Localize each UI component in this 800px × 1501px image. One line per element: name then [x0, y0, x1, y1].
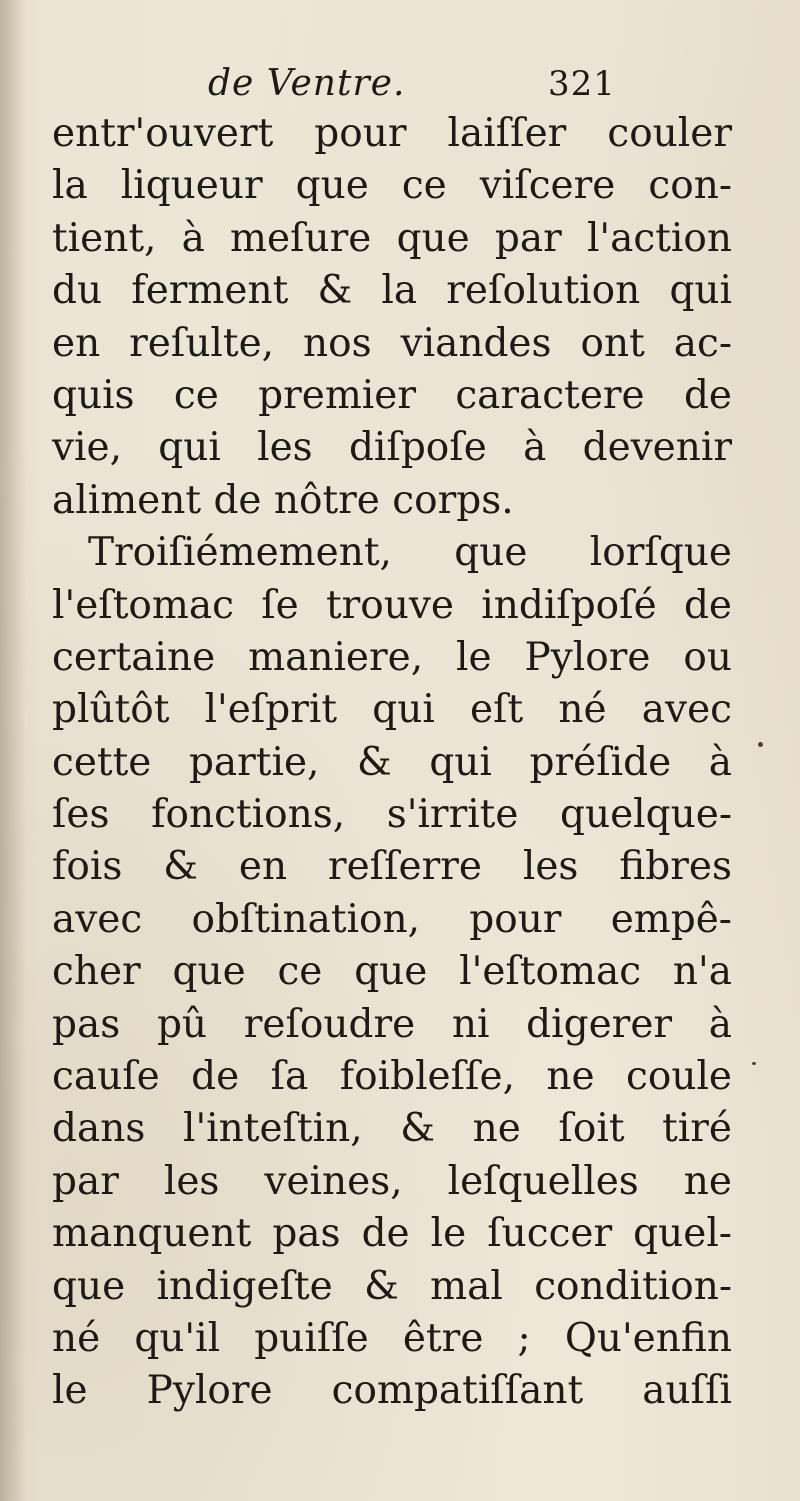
text-line: cher que ce que l'eſtomac n'a — [52, 949, 732, 995]
text-line: ſes fonctions, s'irrite quelque- — [52, 792, 732, 838]
text-line: avec obſtination, pour empê- — [52, 896, 732, 942]
text-line: né qu'il puiſſe être ; Qu'enfin — [52, 1315, 732, 1361]
text-line: aliment de nôtre corps. — [52, 477, 514, 523]
ink-speck — [752, 1062, 756, 1065]
text-line: entr'ouvert pour laiſſer couler — [52, 111, 732, 156]
text-line: en reſulte, nos viandes ont ac- — [52, 320, 732, 366]
text-line: le Pylore compatiſſant auſſi — [52, 1368, 732, 1414]
text-line: tient, à meſure que par l'action — [52, 215, 732, 261]
page-number: 321 — [548, 64, 616, 104]
text-line: que indigeſte & mal condition- — [52, 1263, 732, 1309]
text-line: plûtôt l'eſprit qui eſt né avec — [52, 687, 732, 733]
gutter-shadow — [0, 0, 26, 1501]
text-line: manquent pas de le ſuccer quel- — [52, 1211, 732, 1257]
text-line: fois & en reſſerre les fibres — [52, 844, 732, 890]
text-line: cette partie, & qui préſide à — [52, 739, 732, 785]
ink-speck — [758, 742, 763, 747]
text-line: du ferment & la reſolution qui — [52, 268, 732, 314]
paragraph-first-line: Troiſiémement, que lorſque — [88, 530, 732, 576]
running-title: de Ventre. — [208, 63, 406, 104]
text-line: quis ce premier caractere de — [52, 372, 732, 418]
text-line: vie, qui les diſpoſe à devenir — [52, 425, 732, 471]
text-line: la liqueur que ce viſcere con- — [52, 163, 732, 209]
text-line: pas pû reſoudre ni digerer à — [52, 1001, 732, 1047]
text-line: cauſe de ſa foibleſſe, ne coule — [52, 1054, 732, 1100]
text-line: par les veines, leſquelles ne — [52, 1158, 732, 1204]
page-header — [0, 62, 800, 112]
text-line: certaine maniere, le Pylore ou — [52, 634, 732, 680]
text-line: l'eſtomac ſe trouve indiſpoſé de — [52, 582, 732, 628]
text-line: dans l'inteſtin, & ne ſoit tiré — [52, 1106, 732, 1152]
body-text — [52, 108, 732, 1418]
